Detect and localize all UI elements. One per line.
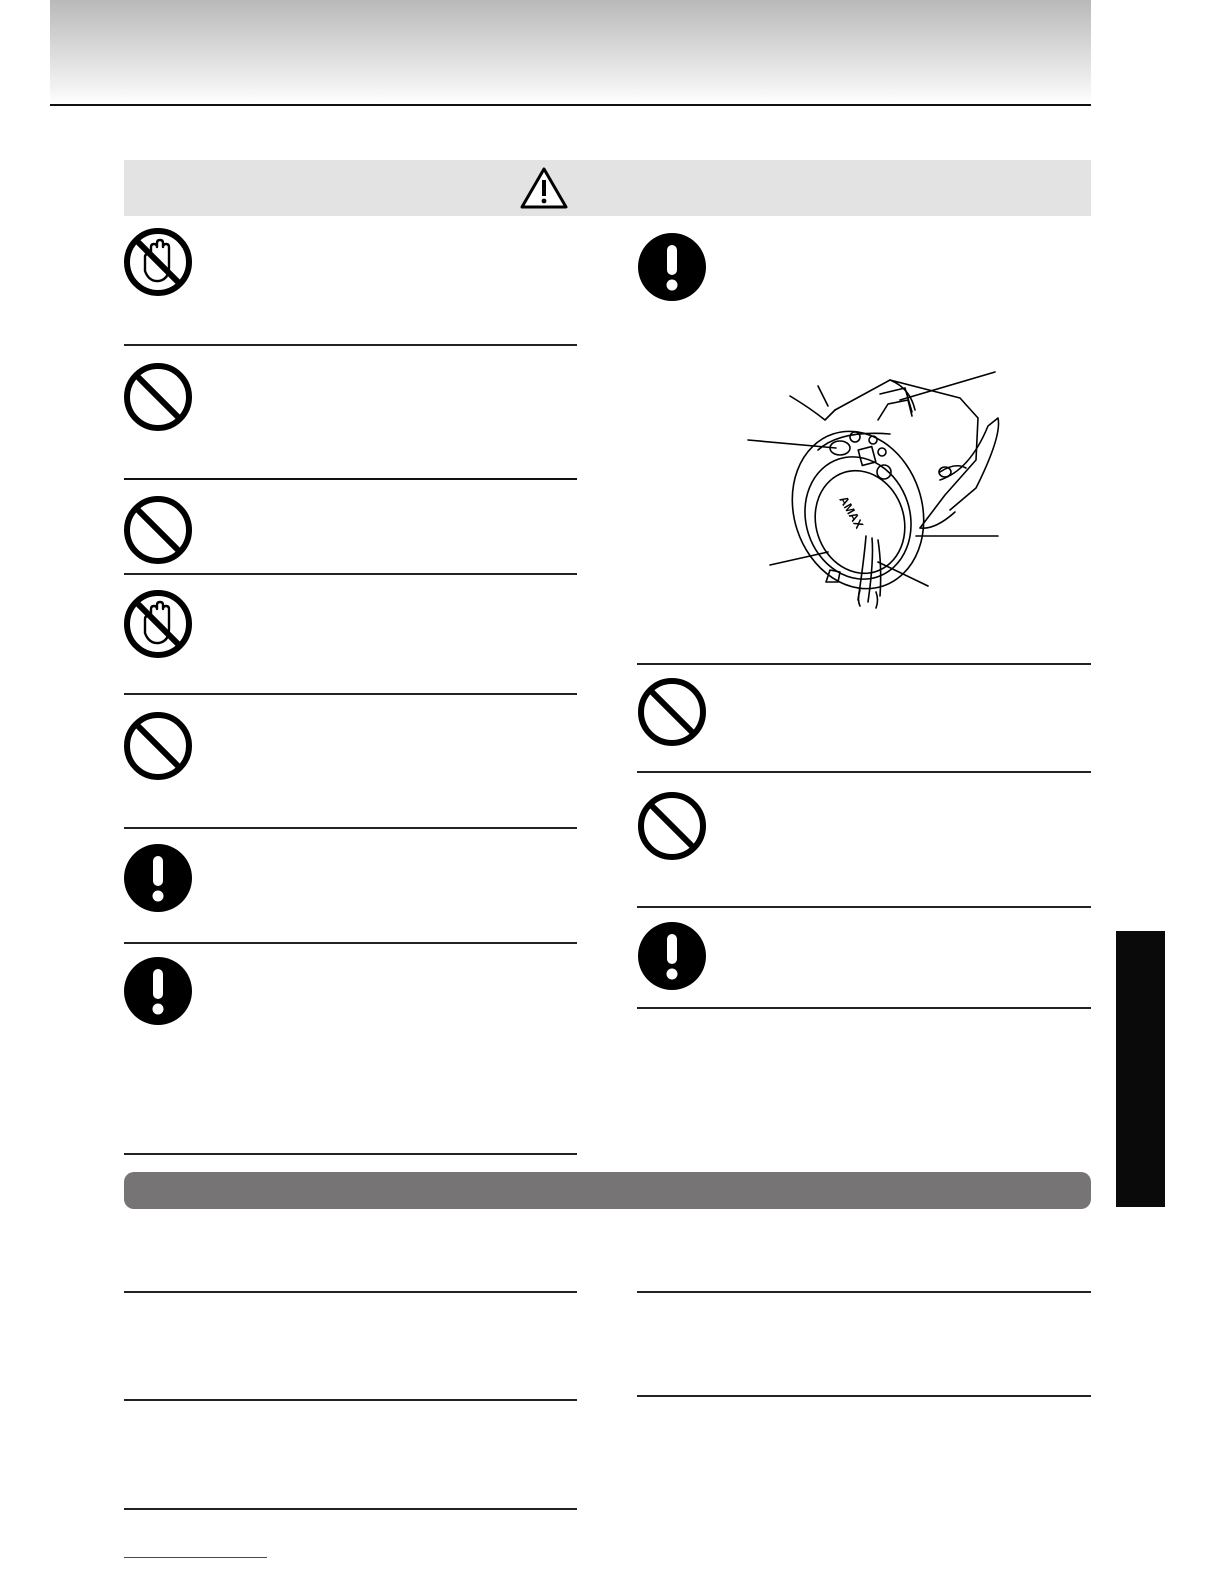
prohibited-icon [123,362,193,432]
section-divider [124,1153,577,1155]
mandatory-exclamation-icon [123,956,193,1026]
section-divider [124,344,577,346]
rice-cooker-tilted-draining-illustration [740,360,1020,622]
section-divider [637,771,1091,773]
section-divider [124,478,577,480]
section-divider [124,1399,577,1401]
mandatory-exclamation-icon [123,843,193,913]
warning-triangle-icon [519,166,569,210]
prohibited-icon [637,677,707,747]
section-divider [124,827,577,829]
page-header-band [50,0,1091,104]
header-rule [50,104,1091,106]
mandatory-exclamation-icon [637,232,707,302]
section-divider [124,1508,577,1510]
no-touch-hand-icon [123,227,193,297]
prohibited-icon [123,495,193,565]
section-divider [637,906,1091,908]
caution-bar [124,160,1091,216]
section-divider [637,1395,1091,1397]
illustration-lettering: AMAX [836,493,867,532]
prohibited-icon [637,791,707,861]
chapter-side-tab [1116,931,1165,1207]
no-touch-hand-icon [123,589,193,659]
footer-link[interactable] [124,1557,267,1558]
prohibited-icon [123,711,193,781]
section-divider [637,1007,1091,1009]
section-header-band [124,1172,1091,1209]
section-divider [637,1291,1091,1293]
section-divider [124,693,577,695]
section-divider [124,942,577,944]
section-divider [637,663,1091,665]
section-divider [124,1291,577,1293]
section-divider [124,573,577,575]
mandatory-exclamation-icon [637,921,707,991]
